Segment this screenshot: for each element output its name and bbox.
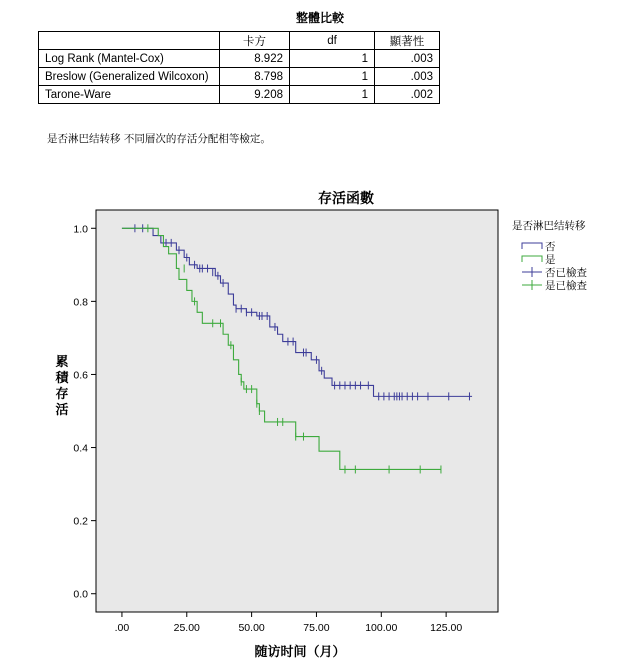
plot-area [96,210,498,612]
x-tick-label: 50.00 [238,622,265,634]
y-tick-label: 1.0 [73,223,88,236]
x-tick-label: 100.00 [365,622,398,634]
legend-label: 是已檢查 [545,280,587,292]
test-name: Breslow (Generalized Wilcoxon) [39,68,220,86]
x-axis-label: 随访时间（月） [254,645,346,660]
legend-line-swatch [522,256,542,262]
x-tick-label: 25.00 [173,622,200,634]
sig-value: .003 [375,68,440,86]
test-name: Log Rank (Mantel-Cox) [39,50,220,68]
sig-value: .003 [375,50,440,68]
header-df: df [290,32,375,50]
y-tick-label: 0.0 [73,588,88,601]
legend-title: 是否淋巴结转移 [512,220,586,232]
legend [512,219,587,292]
test-name: Tarone-Ware [39,86,220,104]
df-value: 1 [290,68,375,86]
legend-label: 否已檢查 [545,267,587,279]
chi-value: 8.798 [220,68,290,86]
y-tick-label: 0.8 [73,296,88,309]
y-tick-label: 0.4 [73,442,88,455]
df-value: 1 [290,50,375,68]
table-title: 整體比較 [295,11,344,25]
sig-value: .002 [375,86,440,104]
chart-title: 存活函數 [318,191,374,207]
x-tick-label: .00 [114,622,130,634]
chi-value: 8.922 [220,50,290,68]
y-tick-label: 0.6 [73,369,88,382]
x-tick-label: 125.00 [430,622,463,634]
legend-cross-swatch [522,280,542,290]
df-value: 1 [290,86,375,104]
y-axis-label: 累積存活 [55,355,69,418]
legend-label: 是 [545,254,556,266]
legend-label: 否 [545,241,556,253]
y-axis [73,223,96,600]
x-tick-label: 75.00 [303,622,330,634]
legend-cross-swatch [522,267,542,277]
x-axis [115,612,463,634]
header-chi: 卡方 [220,32,290,50]
chi-value: 9.208 [220,86,290,104]
header-sig: 顯著性 [375,32,440,50]
table-footnote: 是否淋巴结转移 不同層次的存活分配相等檢定。 [47,133,271,145]
y-tick-label: 0.2 [73,515,88,528]
legend-line-swatch [522,243,542,249]
